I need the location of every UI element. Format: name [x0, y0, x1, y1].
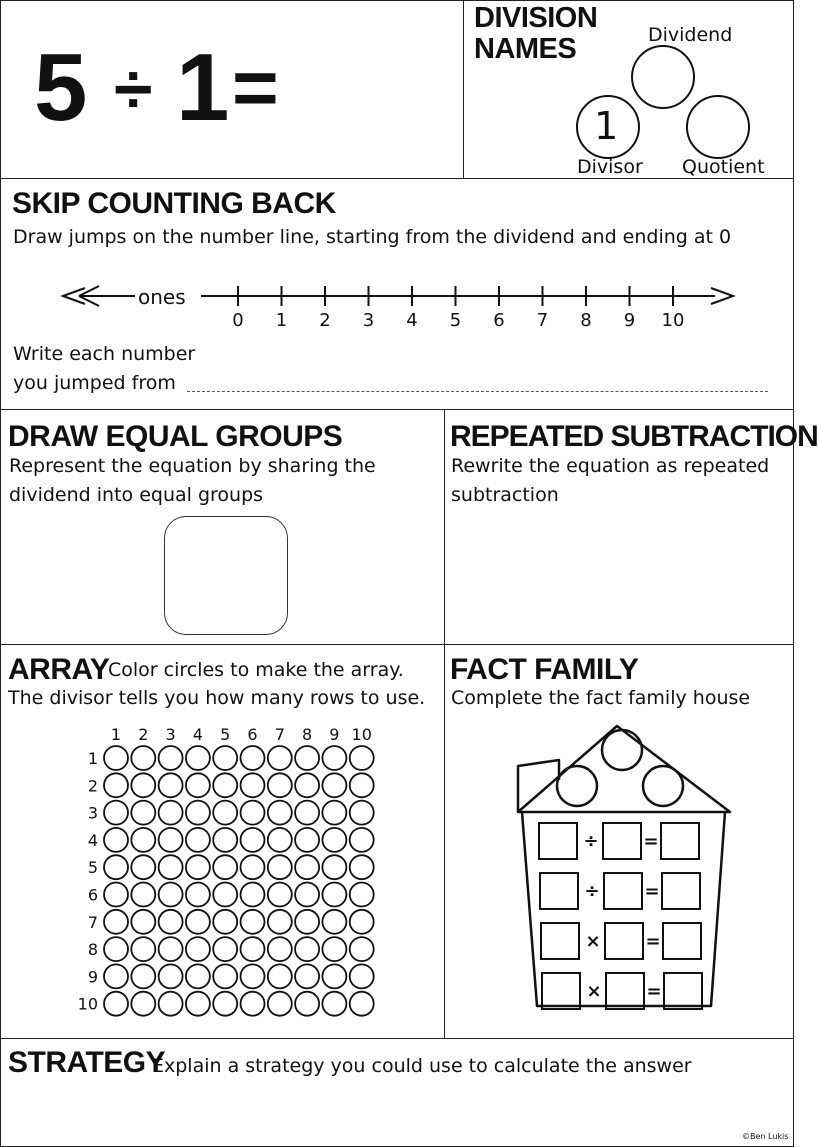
divisor-label: Divisor: [577, 156, 643, 178]
array-circle[interactable]: [104, 746, 128, 770]
array-circle[interactable]: [131, 992, 155, 1016]
array-row-label: 6: [87, 885, 98, 905]
array-circle[interactable]: [268, 910, 292, 934]
repeated-subtraction-instruction-1: Rewrite the equation as repeated: [451, 455, 770, 477]
number-line-tick-label: 4: [406, 310, 418, 331]
array-circle[interactable]: [213, 828, 237, 852]
array-circle[interactable]: [241, 801, 265, 825]
fact-family-box[interactable]: [541, 923, 579, 959]
array-circle[interactable]: [241, 937, 265, 961]
array-circle[interactable]: [104, 855, 128, 879]
array-circle[interactable]: [159, 801, 183, 825]
array-circle[interactable]: [295, 883, 319, 907]
array-circle[interactable]: [241, 883, 265, 907]
strategy-instruction: Explain a strategy you could use to calculate the answer: [152, 1055, 692, 1077]
array-circle[interactable]: [322, 855, 346, 879]
fact-family-operator: ÷: [583, 831, 599, 852]
fact-family-equals: =: [644, 881, 660, 902]
array-title: ARRAY: [8, 653, 110, 686]
array-circle[interactable]: [131, 746, 155, 770]
array-row-label: 2: [87, 776, 98, 796]
copyright: ©Ben Lukis: [742, 1132, 789, 1141]
array-column-label: 1: [110, 725, 122, 744]
array-row-label: 8: [87, 940, 98, 960]
array-circle[interactable]: [159, 964, 183, 988]
equation-divisor: 1: [176, 34, 229, 141]
fact-family-equals: =: [643, 831, 659, 852]
repeated-subtraction-instruction-2: subtraction: [451, 484, 559, 506]
fact-family-equals: =: [646, 981, 662, 1002]
array-circle[interactable]: [159, 773, 183, 797]
array-column-label: 2: [138, 725, 149, 744]
division-names-title-2: NAMES: [474, 33, 577, 65]
number-line-tick-label: 8: [580, 310, 592, 331]
array-circle[interactable]: [213, 746, 237, 770]
fact-family-box[interactable]: [606, 973, 644, 1009]
array-circle[interactable]: [186, 883, 210, 907]
array-circle[interactable]: [268, 801, 292, 825]
array-circle[interactable]: [131, 883, 155, 907]
array-circle[interactable]: [186, 937, 210, 961]
array-circle[interactable]: [104, 773, 128, 797]
equal-groups-title: DRAW EQUAL GROUPS: [8, 420, 343, 453]
array-circle[interactable]: [131, 964, 155, 988]
array-circle[interactable]: [268, 937, 292, 961]
array-row-label: 1: [87, 749, 98, 768]
array-circle[interactable]: [268, 855, 292, 879]
number-line-tick-label: 6: [493, 310, 505, 331]
array-column-label: 9: [329, 725, 340, 744]
division-name-circles: [560, 40, 770, 160]
fact-family-box[interactable]: [664, 973, 702, 1009]
equal-groups-instruction-2: dividend into equal groups: [9, 484, 264, 506]
array-circle[interactable]: [268, 883, 292, 907]
array-grid: [77, 718, 380, 1022]
array-circle[interactable]: [159, 855, 183, 879]
array-circle[interactable]: [350, 773, 374, 797]
array-circle[interactable]: [350, 746, 374, 770]
number-line-tick-label: 0: [232, 310, 244, 331]
array-circle[interactable]: [186, 746, 210, 770]
array-circle[interactable]: [295, 855, 319, 879]
array-row-label: 7: [87, 912, 98, 932]
array-circle[interactable]: [241, 910, 265, 934]
divisor-value: 1: [594, 104, 619, 148]
fact-family-box[interactable]: [661, 823, 699, 859]
array-circle[interactable]: [350, 855, 374, 879]
dividend-label: Dividend: [648, 24, 733, 46]
array-circle[interactable]: [322, 773, 346, 797]
array-circle[interactable]: [322, 910, 346, 934]
array-circle[interactable]: [186, 964, 210, 988]
fact-family-house: [505, 718, 755, 1028]
write-numbers-line-2: you jumped from: [13, 372, 176, 394]
array-circle[interactable]: [159, 992, 183, 1016]
array-circle[interactable]: [295, 937, 319, 961]
write-numbers-answer-line[interactable]: [187, 391, 768, 392]
array-column-label: 3: [165, 725, 176, 744]
number-line-tick-label: 7: [536, 310, 549, 331]
fact-family-box[interactable]: [662, 873, 700, 909]
array-row-label: 10: [77, 994, 98, 1014]
number-line-tick-label: 1: [275, 310, 288, 331]
fact-family-box[interactable]: [542, 973, 580, 1009]
fact-family-operator: ×: [586, 981, 602, 1002]
array-circle[interactable]: [295, 746, 319, 770]
array-circle[interactable]: [241, 773, 265, 797]
array-row-label: 9: [87, 967, 98, 987]
array-circle[interactable]: [131, 910, 155, 934]
fact-family-box[interactable]: [540, 873, 578, 909]
array-circle[interactable]: [350, 801, 374, 825]
array-circle[interactable]: [322, 883, 346, 907]
array-circle[interactable]: [186, 801, 210, 825]
array-circle[interactable]: [268, 773, 292, 797]
array-circle[interactable]: [186, 855, 210, 879]
equation-operator: ÷: [114, 50, 152, 128]
array-circle[interactable]: [322, 937, 346, 961]
array-circle[interactable]: [268, 964, 292, 988]
number-line-tick-label: 5: [449, 310, 462, 331]
fact-family-box[interactable]: [605, 923, 643, 959]
array-circle[interactable]: [268, 992, 292, 1016]
array-circle[interactable]: [213, 801, 237, 825]
array-circle[interactable]: [241, 746, 265, 770]
array-column-label: 5: [220, 725, 231, 744]
fact-family-equals: =: [645, 931, 661, 952]
number-line-tick-label: 2: [319, 310, 331, 331]
array-circle[interactable]: [131, 828, 155, 852]
array-circle[interactable]: [241, 964, 265, 988]
array-circle[interactable]: [295, 992, 319, 1016]
array-instruction-1: Color circles to make the array.: [108, 659, 404, 681]
array-circle[interactable]: [295, 801, 319, 825]
number-line-tick-label: 10: [661, 310, 685, 331]
array-circle[interactable]: [131, 801, 155, 825]
array-circle[interactable]: [295, 828, 319, 852]
array-circle[interactable]: [322, 746, 346, 770]
array-circle[interactable]: [268, 828, 292, 852]
array-column-label: 7: [274, 725, 285, 744]
array-circle[interactable]: [104, 964, 128, 988]
array-circle[interactable]: [241, 992, 265, 1016]
repeated-subtraction-title: REPEATED SUBTRACTION: [450, 420, 818, 453]
skip-counting-instruction: Draw jumps on the number line, starting from the dividend and ending at 0: [13, 226, 732, 248]
array-circle[interactable]: [213, 992, 237, 1016]
array-circle[interactable]: [159, 746, 183, 770]
array-circle[interactable]: [159, 910, 183, 934]
array-circle[interactable]: [186, 828, 210, 852]
fact-family-operator: ÷: [584, 881, 600, 902]
skip-counting-title: SKIP COUNTING BACK: [12, 187, 336, 220]
array-circle[interactable]: [104, 801, 128, 825]
fact-family-box[interactable]: [663, 923, 701, 959]
array-circle[interactable]: [322, 964, 346, 988]
division-names-title-1: DIVISION: [474, 2, 598, 34]
array-circle[interactable]: [131, 937, 155, 961]
fact-family-box[interactable]: [539, 823, 577, 859]
number-line-label: ones: [138, 285, 186, 309]
array-circle[interactable]: [241, 828, 265, 852]
array-circle[interactable]: [104, 883, 128, 907]
strategy-title: STRATEGY: [8, 1046, 166, 1079]
roof-circle-1[interactable]: [557, 766, 597, 806]
array-circle[interactable]: [350, 964, 374, 988]
array-circle[interactable]: [186, 773, 210, 797]
array-circle[interactable]: [104, 992, 128, 1016]
equation-dividend: 5: [34, 34, 87, 141]
array-circle[interactable]: [350, 883, 374, 907]
dividend-circle[interactable]: [632, 46, 694, 108]
array-row-label: 3: [87, 803, 98, 823]
array-circle[interactable]: [350, 828, 374, 852]
array-circle[interactable]: [295, 773, 319, 797]
array-circle[interactable]: [159, 937, 183, 961]
array-column-label: 6: [247, 725, 258, 744]
fact-family-box[interactable]: [603, 823, 641, 859]
roof-circle-3[interactable]: [643, 766, 683, 806]
array-circle[interactable]: [322, 828, 346, 852]
array-circle[interactable]: [213, 773, 237, 797]
fact-family-box[interactable]: [604, 873, 642, 909]
fact-family-operator: ×: [585, 931, 601, 952]
array-column-label: 4: [192, 725, 203, 744]
equal-groups-instruction-1: Represent the equation by sharing the: [9, 455, 376, 477]
write-numbers-line-1: Write each number: [13, 343, 196, 365]
array-circle[interactable]: [241, 855, 265, 879]
array-circle[interactable]: [322, 801, 346, 825]
array-circle[interactable]: [350, 937, 374, 961]
array-circle[interactable]: [213, 910, 237, 934]
array-circle[interactable]: [131, 855, 155, 879]
array-circle[interactable]: [295, 910, 319, 934]
array-circle[interactable]: [350, 992, 374, 1016]
number-line-tick-label: 9: [623, 310, 636, 331]
array-circle[interactable]: [268, 746, 292, 770]
array-circle[interactable]: [104, 937, 128, 961]
array-circle[interactable]: [213, 855, 237, 879]
array-circle[interactable]: [295, 964, 319, 988]
array-circle[interactable]: [213, 883, 237, 907]
array-circle[interactable]: [104, 910, 128, 934]
array-column-label: 10: [351, 725, 372, 744]
array-row-label: 5: [87, 858, 98, 878]
equation-equals: =: [232, 43, 279, 132]
array-circle[interactable]: [104, 828, 128, 852]
array-circle[interactable]: [186, 992, 210, 1016]
array-circle[interactable]: [213, 937, 237, 961]
fact-family-instruction: Complete the fact family house: [451, 687, 751, 709]
number-line-tick-label: 3: [362, 310, 375, 331]
roof-circle-2[interactable]: [602, 730, 642, 770]
fact-family-title: FACT FAMILY: [450, 653, 639, 686]
array-circle[interactable]: [131, 773, 155, 797]
array-row-label: 4: [87, 830, 98, 850]
array-circle[interactable]: [159, 828, 183, 852]
array-circle[interactable]: [322, 992, 346, 1016]
quotient-label: Quotient: [682, 156, 765, 178]
group-box[interactable]: [164, 516, 288, 635]
array-column-label: 8: [302, 725, 313, 744]
array-circle[interactable]: [213, 964, 237, 988]
array-circle[interactable]: [186, 910, 210, 934]
array-instruction-2: The divisor tells you how many rows to use.: [8, 687, 426, 709]
array-circle[interactable]: [350, 910, 374, 934]
quotient-circle[interactable]: [687, 96, 749, 158]
array-circle[interactable]: [159, 883, 183, 907]
